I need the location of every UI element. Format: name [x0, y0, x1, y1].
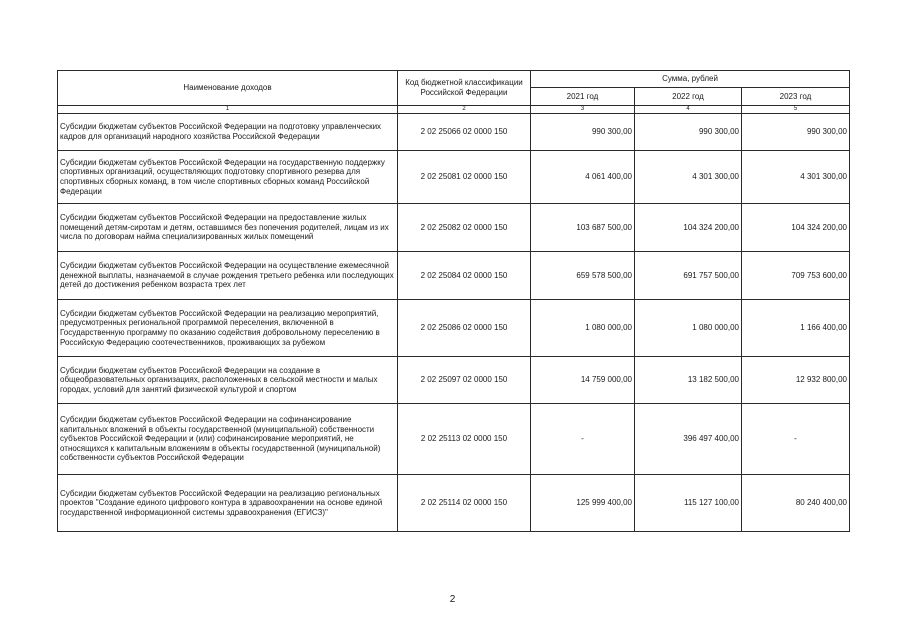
income-name-cell: Субсидии бюджетам субъектов Российской Федерации на государственную поддержку спортивных организаций, осуществляющих подготовку спортивного резерва для спортивных сборных команд, в том числе спортивных сборных команд Российской Федерации: [58, 151, 398, 204]
table-row: [58, 475, 850, 532]
amount-2021-cell: 990 300,00: [531, 114, 635, 151]
amount-2021-cell: 659 578 500,00: [531, 252, 635, 300]
amount-2021-cell: 125 999 400,00: [531, 475, 635, 532]
income-name-cell: Субсидии бюджетам субъектов Российской Федерации на софинансирование капитальных вложений в объекты государственной (муниципальной) собственности субъектов Российской Федерации и (или) софинансирование мероприятий, не относящихся к капитальным вложениям в объекты государственной (муниципальной) собственности субъектов Российской Федерации: [58, 404, 398, 475]
table-row: [58, 300, 850, 357]
budget-code-cell: 2 02 25081 02 0000 150: [398, 151, 531, 204]
header-income-name: Наименование доходов: [58, 71, 398, 106]
budget-code-cell: 2 02 25086 02 0000 150: [398, 300, 531, 357]
table-row: [58, 357, 850, 404]
amount-2023-cell: -: [742, 404, 850, 475]
page-number: 2: [449, 594, 456, 605]
amount-2021-cell: 14 759 000,00: [531, 357, 635, 404]
income-name-cell: Субсидии бюджетам субъектов Российской Федерации на осуществление ежемесячной денежной выплаты, назначаемой в случае рождения третьего ребенка или последующих детей до достижения ребенком возраста трех лет: [58, 252, 398, 300]
amount-2022-cell: 1 080 000,00: [635, 300, 742, 357]
amount-2023-cell: 709 753 600,00: [742, 252, 850, 300]
column-number: 5: [742, 106, 850, 114]
amount-2021-cell: 103 687 500,00: [531, 204, 635, 252]
amount-2023-cell: 4 301 300,00: [742, 151, 850, 204]
amount-2021-cell: 4 061 400,00: [531, 151, 635, 204]
income-name-cell: Субсидии бюджетам субъектов Российской Федерации на предоставление жилых помещений детям-сиротам и детям, оставшимся без попечения родителей, лицам из их числа по договорам найма специализированных жилых помещений: [58, 204, 398, 252]
income-name-cell: Субсидии бюджетам субъектов Российской Федерации на реализацию региональных проектов "Создание единого цифрового контура в здравоохранении на основе единой государственной информационной системы здравоохранения (ЕГИСЗ)": [58, 475, 398, 532]
budget-code-cell: 2 02 25066 02 0000 150: [398, 114, 531, 151]
table-row: [58, 204, 850, 252]
header-year-2021: 2021 год: [531, 88, 635, 106]
column-number: 2: [398, 106, 531, 114]
table-row: [58, 114, 850, 151]
budget-code-cell: 2 02 25084 02 0000 150: [398, 252, 531, 300]
table-row: [58, 151, 850, 204]
budget-code-cell: 2 02 25113 02 0000 150: [398, 404, 531, 475]
header-year-2022: 2022 год: [635, 88, 742, 106]
budget-code-cell: 2 02 25097 02 0000 150: [398, 357, 531, 404]
amount-2021-cell: -: [531, 404, 635, 475]
amount-2021-cell: 1 080 000,00: [531, 300, 635, 357]
income-name-cell: Субсидии бюджетам субъектов Российской Федерации на создание в общеобразовательных организациях, расположенных в сельской местности и малых городах, условий для занятий физической культурой и спортом: [58, 357, 398, 404]
column-number: 1: [58, 106, 398, 114]
amount-2023-cell: 80 240 400,00: [742, 475, 850, 532]
amount-2022-cell: 396 497 400,00: [635, 404, 742, 475]
table-row: [58, 252, 850, 300]
income-name-cell: Субсидии бюджетам субъектов Российской Федерации на реализацию мероприятий, предусмотренных региональной программой переселения, включенной в Государственную программу по оказанию содействия добровольному переселению в Российскую Федерацию соотечественников, проживающих за рубежом: [58, 300, 398, 357]
income-name-cell: Субсидии бюджетам субъектов Российской Федерации на подготовку управленческих кадров для организаций народного хозяйства Российской Федерации: [58, 114, 398, 151]
amount-2023-cell: 990 300,00: [742, 114, 850, 151]
amount-2022-cell: 115 127 100,00: [635, 475, 742, 532]
header-budget-code: Код бюджетной классификации Российской Федерации: [398, 71, 531, 106]
amount-2022-cell: 990 300,00: [635, 114, 742, 151]
budget-code-cell: 2 02 25082 02 0000 150: [398, 204, 531, 252]
budget-code-cell: 2 02 25114 02 0000 150: [398, 475, 531, 532]
table-row: [58, 404, 850, 475]
column-number: 4: [635, 106, 742, 114]
column-number: 3: [531, 106, 635, 114]
header-year-2023: 2023 год: [742, 88, 850, 106]
amount-2023-cell: 104 324 200,00: [742, 204, 850, 252]
revenue-table: [57, 70, 850, 532]
amount-2022-cell: 691 757 500,00: [635, 252, 742, 300]
amount-2022-cell: 4 301 300,00: [635, 151, 742, 204]
amount-2022-cell: 13 182 500,00: [635, 357, 742, 404]
amount-2023-cell: 1 166 400,00: [742, 300, 850, 357]
header-sum: Сумма, рублей: [531, 71, 850, 88]
amount-2022-cell: 104 324 200,00: [635, 204, 742, 252]
amount-2023-cell: 12 932 800,00: [742, 357, 850, 404]
